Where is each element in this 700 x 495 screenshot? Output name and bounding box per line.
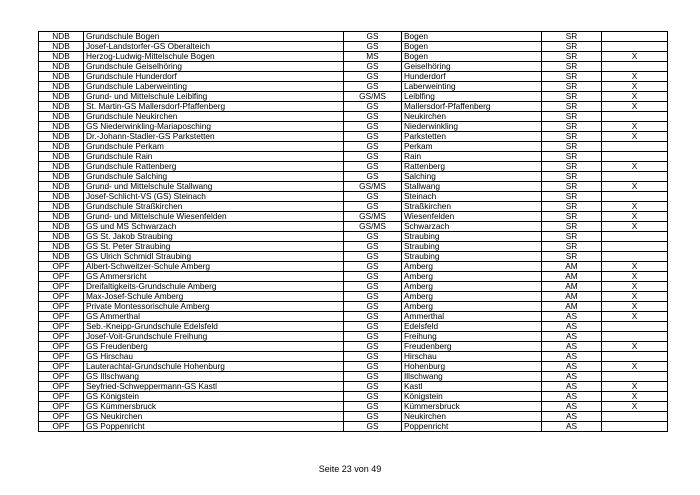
city-cell: Niederwinkling xyxy=(402,122,542,132)
city-cell: Bogen xyxy=(402,52,542,62)
school-name-cell: GS Ammersricht xyxy=(84,272,344,282)
table-row xyxy=(39,232,668,242)
mark-cell: X xyxy=(602,162,668,172)
district-cell: AS xyxy=(542,332,602,342)
region-cell: NDB xyxy=(39,82,84,92)
city-cell: Leiblfing xyxy=(402,92,542,102)
district-cell: AS xyxy=(542,322,602,332)
district-cell: SR xyxy=(542,252,602,262)
school-type-cell: GS xyxy=(344,42,402,52)
city-cell: Wiesenfelden xyxy=(402,212,542,222)
district-cell: SR xyxy=(542,152,602,162)
school-name-cell: Private Montessorischule Amberg xyxy=(84,302,344,312)
city-cell: Hohenburg xyxy=(402,362,542,372)
table-row xyxy=(39,222,668,232)
school-name-cell: GS St. Peter Straubing xyxy=(84,242,344,252)
table-row xyxy=(39,412,668,422)
table-row xyxy=(39,322,668,332)
school-type-cell: GS xyxy=(344,332,402,342)
region-cell: OPF xyxy=(39,412,84,422)
mark-cell xyxy=(602,412,668,422)
district-cell: SR xyxy=(542,102,602,112)
region-cell: OPF xyxy=(39,362,84,372)
school-type-cell: GS xyxy=(344,152,402,162)
city-cell: Illschwang xyxy=(402,372,542,382)
region-cell: OPF xyxy=(39,332,84,342)
school-type-cell: GS/MS xyxy=(344,222,402,232)
school-type-cell: GS xyxy=(344,392,402,402)
school-type-cell: GS/MS xyxy=(344,92,402,102)
school-type-cell: GS xyxy=(344,402,402,412)
city-cell: Hirschau xyxy=(402,352,542,362)
mark-cell xyxy=(602,112,668,122)
school-type-cell: GS xyxy=(344,412,402,422)
school-type-cell: GS xyxy=(344,312,402,322)
region-cell: NDB xyxy=(39,222,84,232)
page-number: Seite 23 von 49 xyxy=(318,464,382,474)
district-cell: SR xyxy=(542,212,602,222)
region-cell: NDB xyxy=(39,112,84,122)
table-row xyxy=(39,202,668,212)
school-name-cell: Dr.-Johann-Stadler-GS Parkstetten xyxy=(84,132,344,142)
school-type-cell: GS xyxy=(344,272,402,282)
mark-cell: X xyxy=(602,392,668,402)
region-cell: NDB xyxy=(39,62,84,72)
mark-cell: X xyxy=(602,312,668,322)
city-cell: Straubing xyxy=(402,242,542,252)
school-type-cell: GS xyxy=(344,202,402,212)
district-cell: SR xyxy=(542,172,602,182)
city-cell: Amberg xyxy=(402,282,542,292)
school-name-cell: GS Ammerthal xyxy=(84,312,344,322)
region-cell: NDB xyxy=(39,202,84,212)
region-cell: NDB xyxy=(39,212,84,222)
mark-cell: X xyxy=(602,342,668,352)
district-cell: AS xyxy=(542,352,602,362)
school-name-cell: GS Hirschau xyxy=(84,352,344,362)
district-cell: AM xyxy=(542,302,602,312)
district-cell: SR xyxy=(542,222,602,232)
city-cell: Poppenricht xyxy=(402,422,542,432)
school-name-cell: GS Illschwang xyxy=(84,372,344,382)
district-cell: AM xyxy=(542,292,602,302)
school-type-cell: GS xyxy=(344,242,402,252)
mark-cell: X xyxy=(602,182,668,192)
district-cell: SR xyxy=(542,52,602,62)
mark-cell: X xyxy=(602,382,668,392)
region-cell: NDB xyxy=(39,242,84,252)
table-row xyxy=(39,72,668,82)
district-cell: AM xyxy=(542,272,602,282)
city-cell: Straubing xyxy=(402,232,542,242)
city-cell: Rattenberg xyxy=(402,162,542,172)
school-type-cell: GS xyxy=(344,422,402,432)
table-row xyxy=(39,332,668,342)
school-name-cell: GS Ulrich Schmidl Straubing xyxy=(84,252,344,262)
city-cell: Mallersdorf-Pfaffenberg xyxy=(402,102,542,112)
school-type-cell: GS xyxy=(344,322,402,332)
region-cell: OPF xyxy=(39,302,84,312)
district-cell: AM xyxy=(542,282,602,292)
school-name-cell: Dreifaltigkeits-Grundschule Amberg xyxy=(84,282,344,292)
mark-cell xyxy=(602,42,668,52)
school-type-cell: GS xyxy=(344,102,402,112)
school-name-cell: GS und MS Schwarzach xyxy=(84,222,344,232)
mark-cell xyxy=(602,332,668,342)
mark-cell xyxy=(602,142,668,152)
table-row xyxy=(39,282,668,292)
school-type-cell: GS xyxy=(344,372,402,382)
region-cell: OPF xyxy=(39,402,84,412)
city-cell: Geiselhöring xyxy=(402,62,542,72)
region-cell: NDB xyxy=(39,52,84,62)
district-cell: AS xyxy=(542,402,602,412)
region-cell: OPF xyxy=(39,392,84,402)
table-row xyxy=(39,82,668,92)
school-type-cell: GS xyxy=(344,112,402,122)
table-row xyxy=(39,112,668,122)
school-name-cell: Grundschule Rattenberg xyxy=(84,162,344,172)
district-cell: AS xyxy=(542,412,602,422)
mark-cell xyxy=(602,322,668,332)
district-cell: SR xyxy=(542,132,602,142)
school-type-cell: GS xyxy=(344,142,402,152)
mark-cell: X xyxy=(602,102,668,112)
school-name-cell: Grundschule Bogen xyxy=(84,32,344,42)
mark-cell: X xyxy=(602,262,668,272)
school-name-cell: Grund- und Mittelschule Wiesenfelden xyxy=(84,212,344,222)
table-row xyxy=(39,32,668,42)
district-cell: AM xyxy=(542,262,602,272)
school-type-cell: GS xyxy=(344,382,402,392)
city-cell: Laberweinting xyxy=(402,82,542,92)
mark-cell: X xyxy=(602,402,668,412)
school-table-body xyxy=(39,32,668,432)
region-cell: OPF xyxy=(39,342,84,352)
mark-cell: X xyxy=(602,212,668,222)
district-cell: SR xyxy=(542,192,602,202)
school-name-cell: Grund- und Mittelschule Stallwang xyxy=(84,182,344,192)
city-cell: Perkam xyxy=(402,142,542,152)
table-row xyxy=(39,52,668,62)
region-cell: OPF xyxy=(39,352,84,362)
school-type-cell: GS xyxy=(344,262,402,272)
region-cell: NDB xyxy=(39,162,84,172)
school-type-cell: GS xyxy=(344,82,402,92)
city-cell: Freihung xyxy=(402,332,542,342)
table-row xyxy=(39,92,668,102)
school-name-cell: Lauterachtal-Grundschule Hohenburg xyxy=(84,362,344,372)
table-row xyxy=(39,392,668,402)
region-cell: OPF xyxy=(39,382,84,392)
district-cell: AS xyxy=(542,372,602,382)
region-cell: NDB xyxy=(39,72,84,82)
district-cell: SR xyxy=(542,202,602,212)
school-type-cell: GS xyxy=(344,362,402,372)
school-type-cell: GS/MS xyxy=(344,182,402,192)
mark-cell: X xyxy=(602,282,668,292)
mark-cell: X xyxy=(602,132,668,142)
city-cell: Amberg xyxy=(402,302,542,312)
table-row xyxy=(39,272,668,282)
district-cell: SR xyxy=(542,242,602,252)
school-type-cell: GS xyxy=(344,232,402,242)
city-cell: Königstein xyxy=(402,392,542,402)
table-row xyxy=(39,302,668,312)
school-type-cell: GS xyxy=(344,122,402,132)
school-type-cell: GS/MS xyxy=(344,212,402,222)
table-row xyxy=(39,402,668,412)
region-cell: OPF xyxy=(39,312,84,322)
district-cell: SR xyxy=(542,182,602,192)
table-row xyxy=(39,252,668,262)
school-name-cell: Max-Josef-Schule Amberg xyxy=(84,292,344,302)
table-row xyxy=(39,182,668,192)
mark-cell xyxy=(602,62,668,72)
mark-cell: X xyxy=(602,82,668,92)
district-cell: AS xyxy=(542,312,602,322)
school-name-cell: Grundschule Rain xyxy=(84,152,344,162)
school-type-cell: GS xyxy=(344,62,402,72)
city-cell: Kümmersbruck xyxy=(402,402,542,412)
school-type-cell: GS xyxy=(344,172,402,182)
district-cell: SR xyxy=(542,112,602,122)
region-cell: NDB xyxy=(39,232,84,242)
school-name-cell: Grundschule Laberweinting xyxy=(84,82,344,92)
table-row xyxy=(39,242,668,252)
school-name-cell: Grundschule Neukirchen xyxy=(84,112,344,122)
city-cell: Salching xyxy=(402,172,542,182)
city-cell: Neukirchen xyxy=(402,412,542,422)
school-name-cell: Grundschule Geiselhöring xyxy=(84,62,344,72)
city-cell: Straßkirchen xyxy=(402,202,542,212)
table-row xyxy=(39,102,668,112)
table-row xyxy=(39,132,668,142)
region-cell: OPF xyxy=(39,372,84,382)
school-name-cell: Seb.-Kneipp-Grundschule Edelsfeld xyxy=(84,322,344,332)
school-name-cell: Grund- und Mittelschule Leiblfing xyxy=(84,92,344,102)
region-cell: NDB xyxy=(39,182,84,192)
table-row xyxy=(39,382,668,392)
school-type-cell: GS xyxy=(344,132,402,142)
mark-cell xyxy=(602,232,668,242)
school-name-cell: Josef-Voit-Grundschule Freihung xyxy=(84,332,344,342)
mark-cell: X xyxy=(602,122,668,132)
table-row xyxy=(39,352,668,362)
school-type-cell: GS xyxy=(344,292,402,302)
region-cell: NDB xyxy=(39,172,84,182)
mark-cell xyxy=(602,152,668,162)
school-name-cell: Grundschule Hunderdorf xyxy=(84,72,344,82)
mark-cell xyxy=(602,242,668,252)
school-type-cell: GS xyxy=(344,282,402,292)
region-cell: NDB xyxy=(39,32,84,42)
district-cell: AS xyxy=(542,392,602,402)
table-row xyxy=(39,342,668,352)
table-row xyxy=(39,172,668,182)
city-cell: Bogen xyxy=(402,32,542,42)
district-cell: SR xyxy=(542,162,602,172)
school-name-cell: GS Freudenberg xyxy=(84,342,344,352)
mark-cell xyxy=(602,172,668,182)
region-cell: OPF xyxy=(39,322,84,332)
city-cell: Edelsfeld xyxy=(402,322,542,332)
mark-cell: X xyxy=(602,92,668,102)
region-cell: OPF xyxy=(39,282,84,292)
school-name-cell: Grundschule Straßkirchen xyxy=(84,202,344,212)
city-cell: Ammerthal xyxy=(402,312,542,322)
mark-cell xyxy=(602,252,668,262)
mark-cell: X xyxy=(602,202,668,212)
school-type-cell: GS xyxy=(344,352,402,362)
district-cell: AS xyxy=(542,422,602,432)
region-cell: NDB xyxy=(39,42,84,52)
city-cell: Schwarzach xyxy=(402,222,542,232)
district-cell: SR xyxy=(542,72,602,82)
table-row xyxy=(39,292,668,302)
city-cell: Parkstetten xyxy=(402,132,542,142)
table-row xyxy=(39,192,668,202)
city-cell: Rain xyxy=(402,152,542,162)
table-row xyxy=(39,42,668,52)
table-row xyxy=(39,262,668,272)
region-cell: NDB xyxy=(39,152,84,162)
school-type-cell: GS xyxy=(344,342,402,352)
district-cell: AS xyxy=(542,362,602,372)
city-cell: Stallwang xyxy=(402,182,542,192)
table-row xyxy=(39,312,668,322)
school-type-cell: GS xyxy=(344,192,402,202)
region-cell: OPF xyxy=(39,292,84,302)
city-cell: Bogen xyxy=(402,42,542,52)
school-type-cell: GS xyxy=(344,162,402,172)
school-name-cell: GS Königstein xyxy=(84,392,344,402)
region-cell: NDB xyxy=(39,92,84,102)
region-cell: OPF xyxy=(39,422,84,432)
table-row xyxy=(39,422,668,432)
region-cell: OPF xyxy=(39,272,84,282)
school-name-cell: Grundschule Salching xyxy=(84,172,344,182)
district-cell: SR xyxy=(542,42,602,52)
school-name-cell: Josef-Landstorfer-GS Oberalteich xyxy=(84,42,344,52)
mark-cell: X xyxy=(602,362,668,372)
school-type-cell: MS xyxy=(344,52,402,62)
school-name-cell: Grundschule Perkam xyxy=(84,142,344,152)
school-name-cell: GS Neukirchen xyxy=(84,412,344,422)
mark-cell: X xyxy=(602,222,668,232)
city-cell: Amberg xyxy=(402,262,542,272)
city-cell: Hunderdorf xyxy=(402,72,542,82)
city-cell: Kastl xyxy=(402,382,542,392)
region-cell: NDB xyxy=(39,102,84,112)
mark-cell xyxy=(602,32,668,42)
region-cell: NDB xyxy=(39,192,84,202)
mark-cell xyxy=(602,192,668,202)
table-row xyxy=(39,142,668,152)
region-cell: NDB xyxy=(39,142,84,152)
table-row xyxy=(39,152,668,162)
region-cell: NDB xyxy=(39,122,84,132)
mark-cell: X xyxy=(602,52,668,62)
table-row xyxy=(39,62,668,72)
district-cell: SR xyxy=(542,142,602,152)
school-name-cell: GS Kümmersbruck xyxy=(84,402,344,412)
table-row xyxy=(39,362,668,372)
region-cell: NDB xyxy=(39,252,84,262)
school-name-cell: Albert-Schweitzer-Schule Amberg xyxy=(84,262,344,272)
district-cell: AS xyxy=(542,342,602,352)
table-row xyxy=(39,122,668,132)
city-cell: Neukirchen xyxy=(402,112,542,122)
school-table xyxy=(38,31,668,432)
district-cell: SR xyxy=(542,122,602,132)
city-cell: Amberg xyxy=(402,272,542,282)
table-row xyxy=(39,162,668,172)
district-cell: SR xyxy=(542,32,602,42)
city-cell: Straubing xyxy=(402,252,542,262)
mark-cell xyxy=(602,422,668,432)
school-name-cell: GS Poppenricht xyxy=(84,422,344,432)
district-cell: SR xyxy=(542,62,602,72)
school-name-cell: Seyfried-Schweppermann-GS Kastl xyxy=(84,382,344,392)
mark-cell: X xyxy=(602,292,668,302)
school-name-cell: St. Martin-GS Mallersdorf-Pfaffenberg xyxy=(84,102,344,112)
mark-cell xyxy=(602,372,668,382)
school-name-cell: GS St. Jakob Straubing xyxy=(84,232,344,242)
city-cell: Amberg xyxy=(402,292,542,302)
district-cell: SR xyxy=(542,92,602,102)
mark-cell: X xyxy=(602,72,668,82)
mark-cell: X xyxy=(602,302,668,312)
school-name-cell: Josef-Schlicht-VS (GS) Steinach xyxy=(84,192,344,202)
school-name-cell: GS Niederwinkling-Mariaposching xyxy=(84,122,344,132)
table-row xyxy=(39,372,668,382)
region-cell: OPF xyxy=(39,262,84,272)
school-type-cell: GS xyxy=(344,252,402,262)
school-type-cell: GS xyxy=(344,72,402,82)
school-type-cell: GS xyxy=(344,302,402,312)
mark-cell xyxy=(602,352,668,362)
district-cell: SR xyxy=(542,82,602,92)
district-cell: AS xyxy=(542,382,602,392)
district-cell: SR xyxy=(542,232,602,242)
region-cell: NDB xyxy=(39,132,84,142)
city-cell: Freudenberg xyxy=(402,342,542,352)
table-row xyxy=(39,212,668,222)
mark-cell: X xyxy=(602,272,668,282)
city-cell: Steinach xyxy=(402,192,542,202)
school-type-cell: GS xyxy=(344,32,402,42)
school-name-cell: Herzog-Ludwig-Mittelschule Bogen xyxy=(84,52,344,62)
